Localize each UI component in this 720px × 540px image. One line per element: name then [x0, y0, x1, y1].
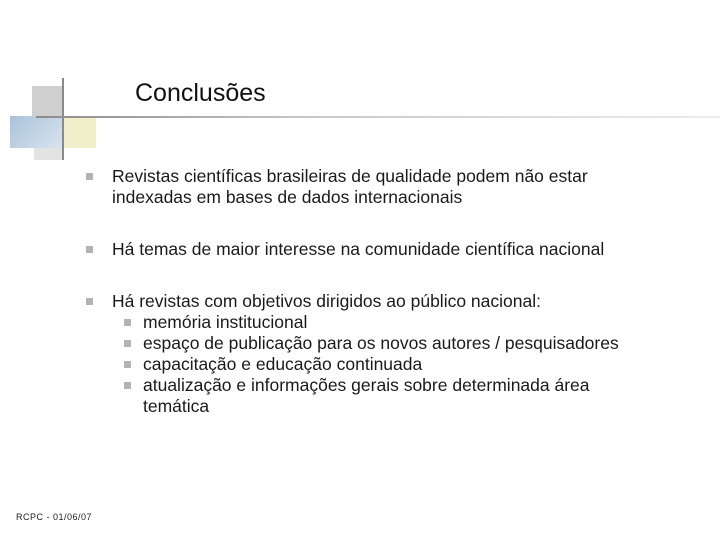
bullet-text: Revistas científicas brasileiras de qualidade podem não estar indexadas em bases de dados internacionais: [112, 166, 588, 207]
decorative-square-yellow: [62, 118, 96, 148]
bullet-text: Há temas de maior interesse na comunidade científica nacional: [112, 239, 605, 259]
sub-bullet-item: [112, 354, 644, 375]
square-bullet-icon: [86, 246, 93, 253]
slide-footer: RCPC - 01/06/07: [16, 512, 93, 522]
bullet-item: [84, 166, 644, 208]
sub-bullet-item: [112, 333, 644, 354]
slide-title: Conclusões: [135, 79, 266, 107]
sub-bullet-text: memória institucional: [143, 312, 308, 332]
square-bullet-icon: [124, 382, 131, 389]
square-bullet-icon: [124, 319, 131, 326]
title-underline: [36, 116, 720, 118]
decorative-square-gray: [32, 86, 62, 116]
sub-bullet-list: [112, 312, 644, 417]
slide-content: [84, 166, 644, 417]
bullet-text: Há revistas com objetivos dirigidos ao público nacional:: [112, 291, 541, 311]
sub-bullet-text: espaço de publicação para os novos autores / pesquisadores: [143, 333, 619, 353]
square-bullet-icon: [124, 361, 131, 368]
decorative-vertical-line: [62, 78, 64, 160]
decorative-square-light: [34, 148, 62, 160]
sub-bullet-item: [112, 312, 644, 333]
decorative-square-blue: [10, 116, 62, 148]
square-bullet-icon: [124, 340, 131, 347]
sub-bullet-text: atualização e informações gerais sobre determinada área temática: [143, 375, 590, 416]
sub-bullet-item: [112, 375, 644, 417]
bullet-item: [84, 239, 644, 260]
square-bullet-icon: [86, 298, 93, 305]
bullet-item: [84, 291, 644, 417]
square-bullet-icon: [86, 173, 93, 180]
sub-bullet-text: capacitação e educação continuada: [143, 354, 423, 374]
